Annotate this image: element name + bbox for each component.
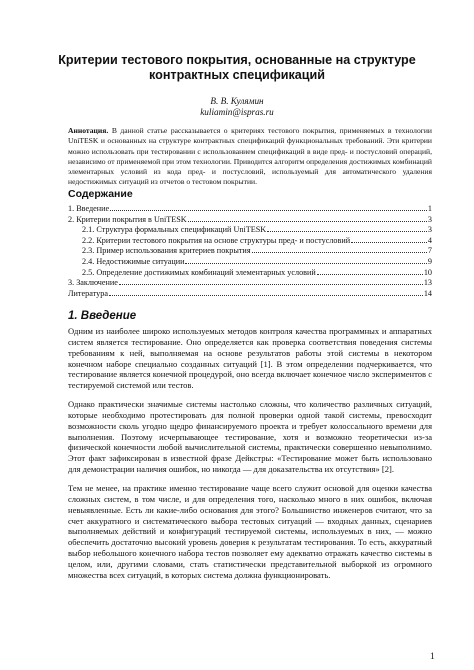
toc-entry[interactable]	[68, 257, 432, 268]
toc-leader-dots	[351, 242, 427, 243]
toc-entry-page: 14	[423, 288, 432, 298]
toc-entry[interactable]	[68, 268, 432, 279]
toc-entry[interactable]	[68, 278, 432, 289]
toc-entry-label: 2.1. Структура формальных спецификаций UniTESK	[82, 225, 267, 235]
author-email: kuliamin@ispras.ru	[200, 107, 274, 117]
toc-entry-label: 1. Введение	[68, 204, 110, 213]
toc-entry-label: 2.2. Критерии тестового покрытия на основе структуры пред- и постусловий	[82, 235, 351, 245]
toc-entry[interactable]	[68, 204, 432, 215]
toc-entry-page: 9	[427, 256, 432, 266]
toc-entry[interactable]	[68, 215, 432, 226]
toc-leader-dots	[119, 284, 423, 285]
section-heading: 1. Введение	[68, 310, 137, 322]
toc-entry-label: Литература	[68, 288, 108, 298]
toc-entry-page: 3	[427, 225, 432, 235]
body-paragraph: Одним из наиболее широко используемых методов контроля качества программных и аппаратных систем является тестирование. Оно определяется как проверка соответствия поведения системы требованиям к ней, выполняемая на основе результатов работы этой системы в некотором конечном наборе специально созданных ситуаций [1]. В этом определении подчеркивается, что тестирование является конечной процедурой, оно всегда включает конечное число экспериментов с тестируемой системой или тестов.	[68, 326, 432, 391]
toc-leader-dots	[267, 231, 427, 232]
toc-entry-page: 1	[427, 204, 432, 213]
abstract-label: Аннотация.	[68, 126, 109, 135]
toc-leader-dots	[188, 221, 427, 222]
abstract-text: В данной статье рассказывается о критериях тестового покрытия, применяемых в технологии UniTESK и основанных на структуре контрактных спецификаций функциональных требований. Эти критерии можно использовать при тестировании с использованием спецификаций в виде пред- и постусловий операций, независимо от применяемой при этом технологии. Приводится алгоритм определения достижимых комбинаций элементарных условий из кода пред- и постусловий, используемый для автоматического удаления недостижимых ситуаций из отчетов о тестовом покрытии.	[68, 126, 432, 187]
toc-entry-page: 13	[423, 278, 432, 288]
toc-entry[interactable]	[68, 225, 432, 236]
table-of-contents	[68, 204, 432, 299]
toc-entry-page: 10	[423, 267, 432, 277]
section-body	[68, 326, 432, 589]
paper-title-line-1: Критерии тестового покрытия, основанные на структуре	[58, 53, 416, 67]
toc-heading: Содержание	[68, 188, 133, 200]
toc-leader-dots	[185, 263, 426, 264]
toc-leader-dots	[110, 210, 427, 211]
toc-entry[interactable]	[68, 289, 432, 300]
toc-entry-label: 2.4. Недостижимые ситуации	[82, 256, 185, 266]
toc-leader-dots	[252, 252, 427, 253]
toc-entry[interactable]	[68, 246, 432, 257]
toc-entry[interactable]	[68, 236, 432, 247]
page-number: 1	[430, 652, 435, 662]
body-paragraph: Тем не менее, на практике именно тестирование чаще всего служит основой для оценки качества сложных систем, в том числе, и для определения того, насколько много в них ошибок, включая невыявленные. Есть ли какие-либо основания для этого? Большинство инженеров считают, что за счет аккуратного и систематического выбора тестовых ситуаций — входных данных, сценариев выполняемых действий и конфигураций тестируемой системы, используемых в них, — можно обеспечить достаточно высокий уровень доверия к результатам тестирования. То есть, аккуратный выбор небольшого конечного набора тестов позволяет ему адекватно отражать качество системы в целом, или, другими словами, стать статистически представительной выборкой из огромного множества всех ситуаций, в которых система должна функционировать.	[68, 482, 432, 580]
toc-leader-dots	[317, 274, 423, 275]
author-name: В. В. Кулямин	[210, 96, 264, 106]
paper-title	[40, 53, 434, 83]
toc-entry-label: 2.5. Определение достижимых комбинаций элементарных условий	[82, 267, 316, 277]
toc-entry-label: 2. Критерии покрытия в UniTESK	[68, 214, 187, 224]
paper-title-line-2: контрактных спецификаций	[148, 68, 326, 82]
toc-entry-page: 4	[427, 235, 432, 245]
toc-entry-label: 3. Заключение	[68, 278, 118, 288]
toc-entry-page: 3	[427, 214, 432, 224]
toc-entry-label: 2.3. Пример использования критериев покрытия	[82, 246, 251, 256]
abstract	[68, 126, 432, 188]
toc-leader-dots	[109, 295, 423, 296]
body-paragraph: Однако практически значимые системы настолько сложны, что количество различных ситуаций, которые необходимо протестировать для полной проверки одной такой системы, превосходит возможности сколь угодно щедро финансируемого проекта и требует колоссального времени для выполнения. Поэтому исчерпывающее тестирование, хотя и возможно теоретически из-за физической конечности любой вычислительной системы, практически совершенно невыполнимо. Этот факт зафиксирован в известной фразе Дейкстры: «Тестирование может быть использовано для демонстрации наличия ошибок, но никогда — для доказательства их отсутствия» [2].	[68, 399, 432, 475]
toc-entry-page: 7	[427, 246, 432, 256]
